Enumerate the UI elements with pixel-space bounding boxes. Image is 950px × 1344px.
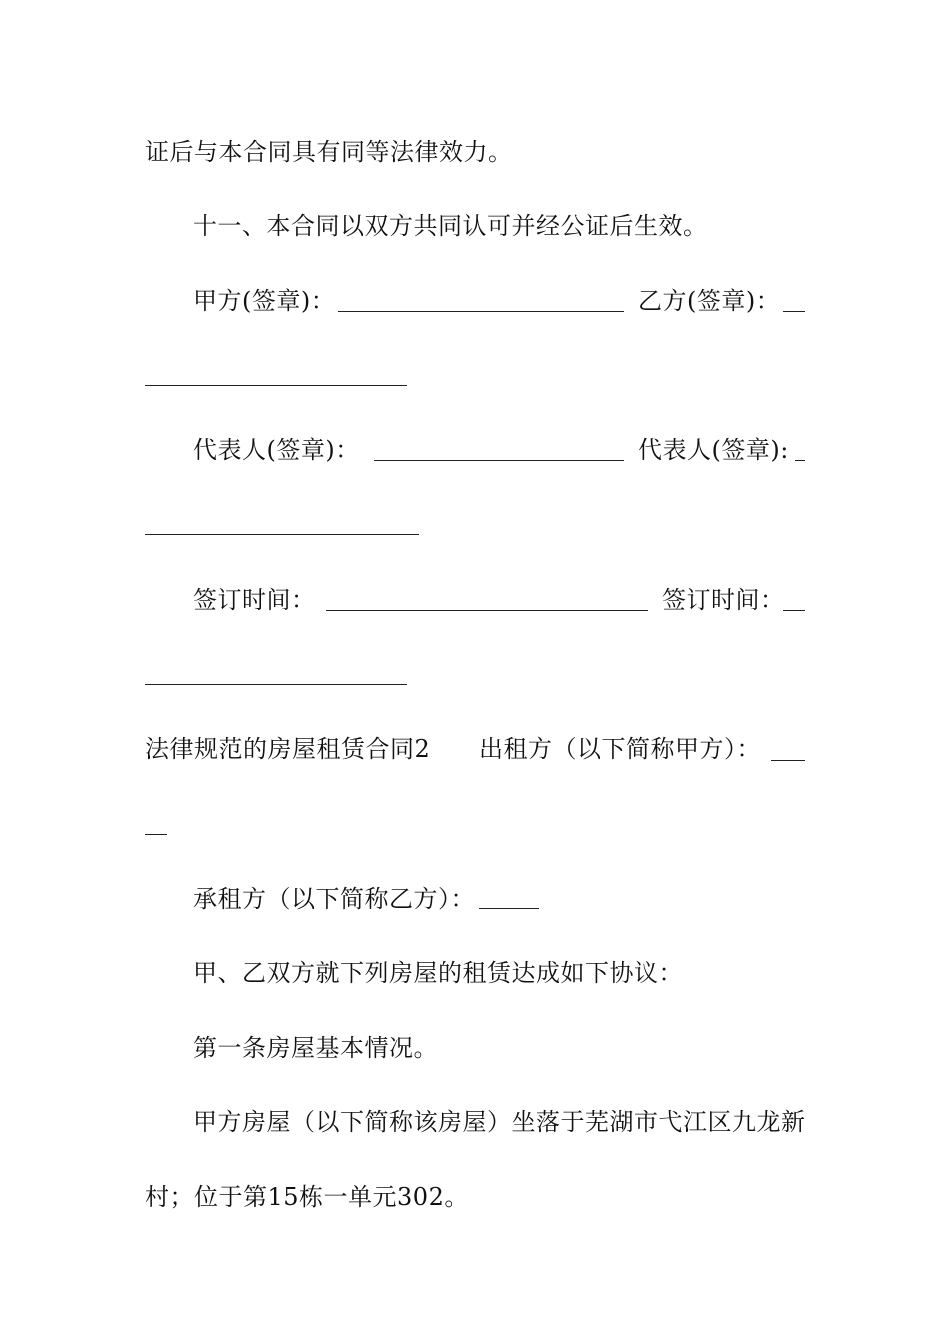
party-a-date-label: 签订时间： <box>193 586 316 614</box>
party-b-date-blank-end <box>783 610 805 611</box>
agreement-intro: 甲、乙双方就下列房屋的租赁达成如下协议： <box>193 959 683 987</box>
party-b-date-label: 签订时间： <box>662 586 785 614</box>
property-location-line-2: 村；位于第15栋一单元302。 <box>145 1183 469 1211</box>
party-b-date-blank <box>145 684 407 685</box>
party-a-representative-label: 代表人(签章)： <box>193 436 360 464</box>
contract-title: 法律规范的房屋租赁合同2 <box>145 735 431 763</box>
lessor-blank <box>145 834 167 835</box>
article-one-heading: 第一条房屋基本情况。 <box>193 1034 438 1062</box>
lessor-blank-end <box>771 760 805 761</box>
lessor-label: 出租方（以下简称甲方）： <box>479 735 761 763</box>
party-a-date-blank <box>326 610 648 611</box>
party-b-signature-blank-end <box>783 311 805 312</box>
clause-eleven: 十一、本合同以双方共同认可并经公证后生效。 <box>193 212 708 240</box>
party-a-representative-blank <box>374 460 624 461</box>
party-b-signature-blank <box>145 385 407 386</box>
paragraph-line: 证后与本合同具有同等法律效力。 <box>145 138 513 166</box>
lessee-label: 承租方（以下简称乙方）： <box>193 885 475 913</box>
party-b-signature-label: 乙方(签章)： <box>638 287 781 315</box>
party-b-representative-label: 代表人(签章): <box>638 436 789 464</box>
party-b-representative-blank-end <box>795 460 805 461</box>
property-location-line-1: 甲方房屋（以下简称该房屋）坐落于芜湖市弋江区九龙新 <box>193 1108 806 1136</box>
lessee-blank <box>479 908 539 909</box>
party-b-representative-blank <box>145 534 419 535</box>
party-a-signature-label: 甲方(签章)： <box>193 287 336 315</box>
party-a-signature-blank <box>338 311 624 312</box>
